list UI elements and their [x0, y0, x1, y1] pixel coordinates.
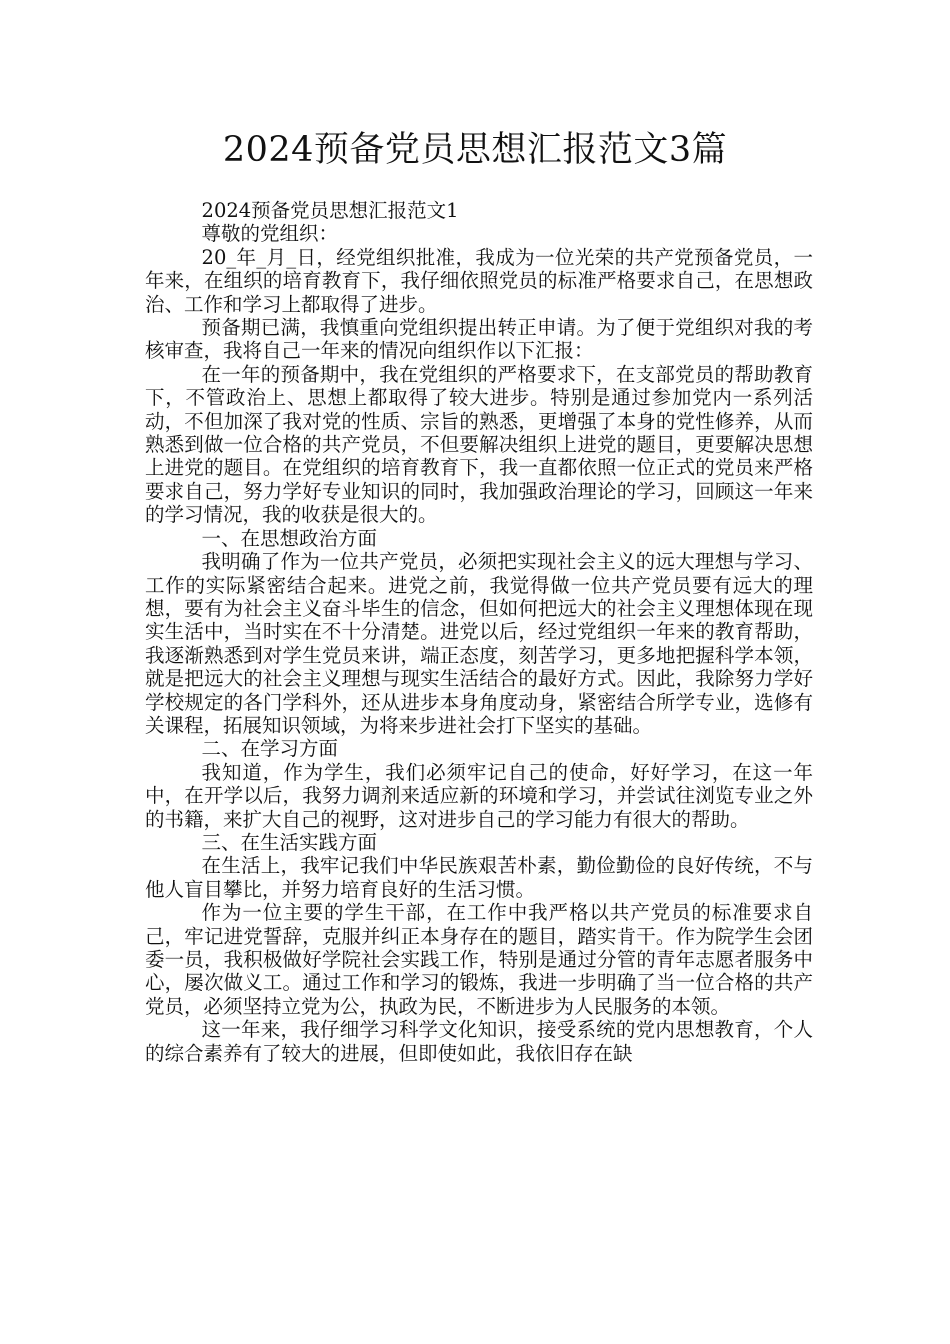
body-paragraph: 在一年的预备期中，我在党组织的严格要求下，在支部党员的帮助教育下，不管政治上、思想上都取得了较大进步。特别是通过参加党内一系列活动，不但加深了我对党的性质、宗旨的熟悉，更增强了本身的党性修养，从而熟悉到做一位合格的共产党员，不但要解决组织上进党的题目，更要解决思想上进党的题目。在党组织的培育教育下，我一直都依照一位正式的党员来严格要求自己，努力学好专业知识的同时，我加强政治理论的学习，回顾这一年来的学习情况，我的收获是很大的。 — [145, 362, 813, 527]
body-paragraph: 预备期已满，我慎重向党组织提出转正申请。为了便于党组织对我的考核审查，我将自己一年来的情况向组织作以下汇报： — [145, 316, 813, 363]
section-heading: 一、在思想政治方面 — [201, 526, 378, 550]
body-paragraph: 我明确了作为一位共产党员，必须把实现社会主义的远大理想与学习、工作的实际紧密结合起来。进党之前，我觉得做一位共产党员要有远大的理想，要有为社会主义奋斗毕生的信念，但如何把远大的社会主义理想体现在现实生活中，当时实在不十分清楚。进党以后，经过党组织一年来的教育帮助，我逐渐熟悉到对学生党员来讲，端正态度，刻苦学习，更多地把握科学本领，就是把远大的社会主义理想与现实生活结合的最好方式。因此，我除努力学好学校规定的各门学科外，还从进步本身角度动身，紧密结合所学专业，选修有关课程，拓展知识领域，为将来步进社会打下坚实的基础。 — [145, 550, 813, 737]
body-paragraph: 这一年来，我仔细学习科学文化知识，接受系统的党内思想教育，个人的综合素养有了较大的进展，但即使如此，我依旧存在缺 — [145, 1018, 813, 1065]
body-paragraph: 作为一位主要的学生干部，在工作中我严格以共产党员的标准要求自己，牢记进党誓辞，克服并纠正本身存在的题目，踏实肯干。作为院学生会团委一员，我积极做好学院社会实践工作，特别是通过分管的青年志愿者服务中心，屡次做义工。通过工作和学习的锻炼，我进一步明确了当一位合格的共产党员，必须坚持立党为公，执政为民，不断进步为人民服务的本领。 — [145, 901, 813, 1018]
section-heading: 二、在学习方面 — [201, 737, 339, 761]
body-paragraph: 我知道，作为学生，我们必须牢记自己的使命，好好学习，在这一年中，在开学以后，我努力调剂来适应新的环境和学习，并尝试往浏览专业之外的书籍，来扩大自己的视野，这对进步自己的学习能力有很大的帮助。 — [145, 760, 813, 831]
section-heading: 三、在生活实践方面 — [201, 830, 378, 854]
document-body — [145, 199, 813, 1065]
section-heading: 2024预备党员思想汇报范文1 — [201, 199, 459, 222]
body-paragraph: 在生活上，我牢记我们中华民族艰苦朴素，勤俭勤俭的良好传统，不与他人盲目攀比，并努力培育良好的生活习惯。 — [145, 854, 813, 901]
document-title: 2024预备党员思想汇报范文3篇 — [222, 130, 728, 170]
salutation: 尊敬的党组织： — [201, 222, 339, 246]
body-paragraph: 20_年_月_日，经党组织批准，我成为一位光荣的共产党预备党员，一年来，在组织的培育教育下，我仔细依照党员的标准严格要求自己，在思想政治、工作和学习上都取得了进步。 — [145, 245, 813, 316]
